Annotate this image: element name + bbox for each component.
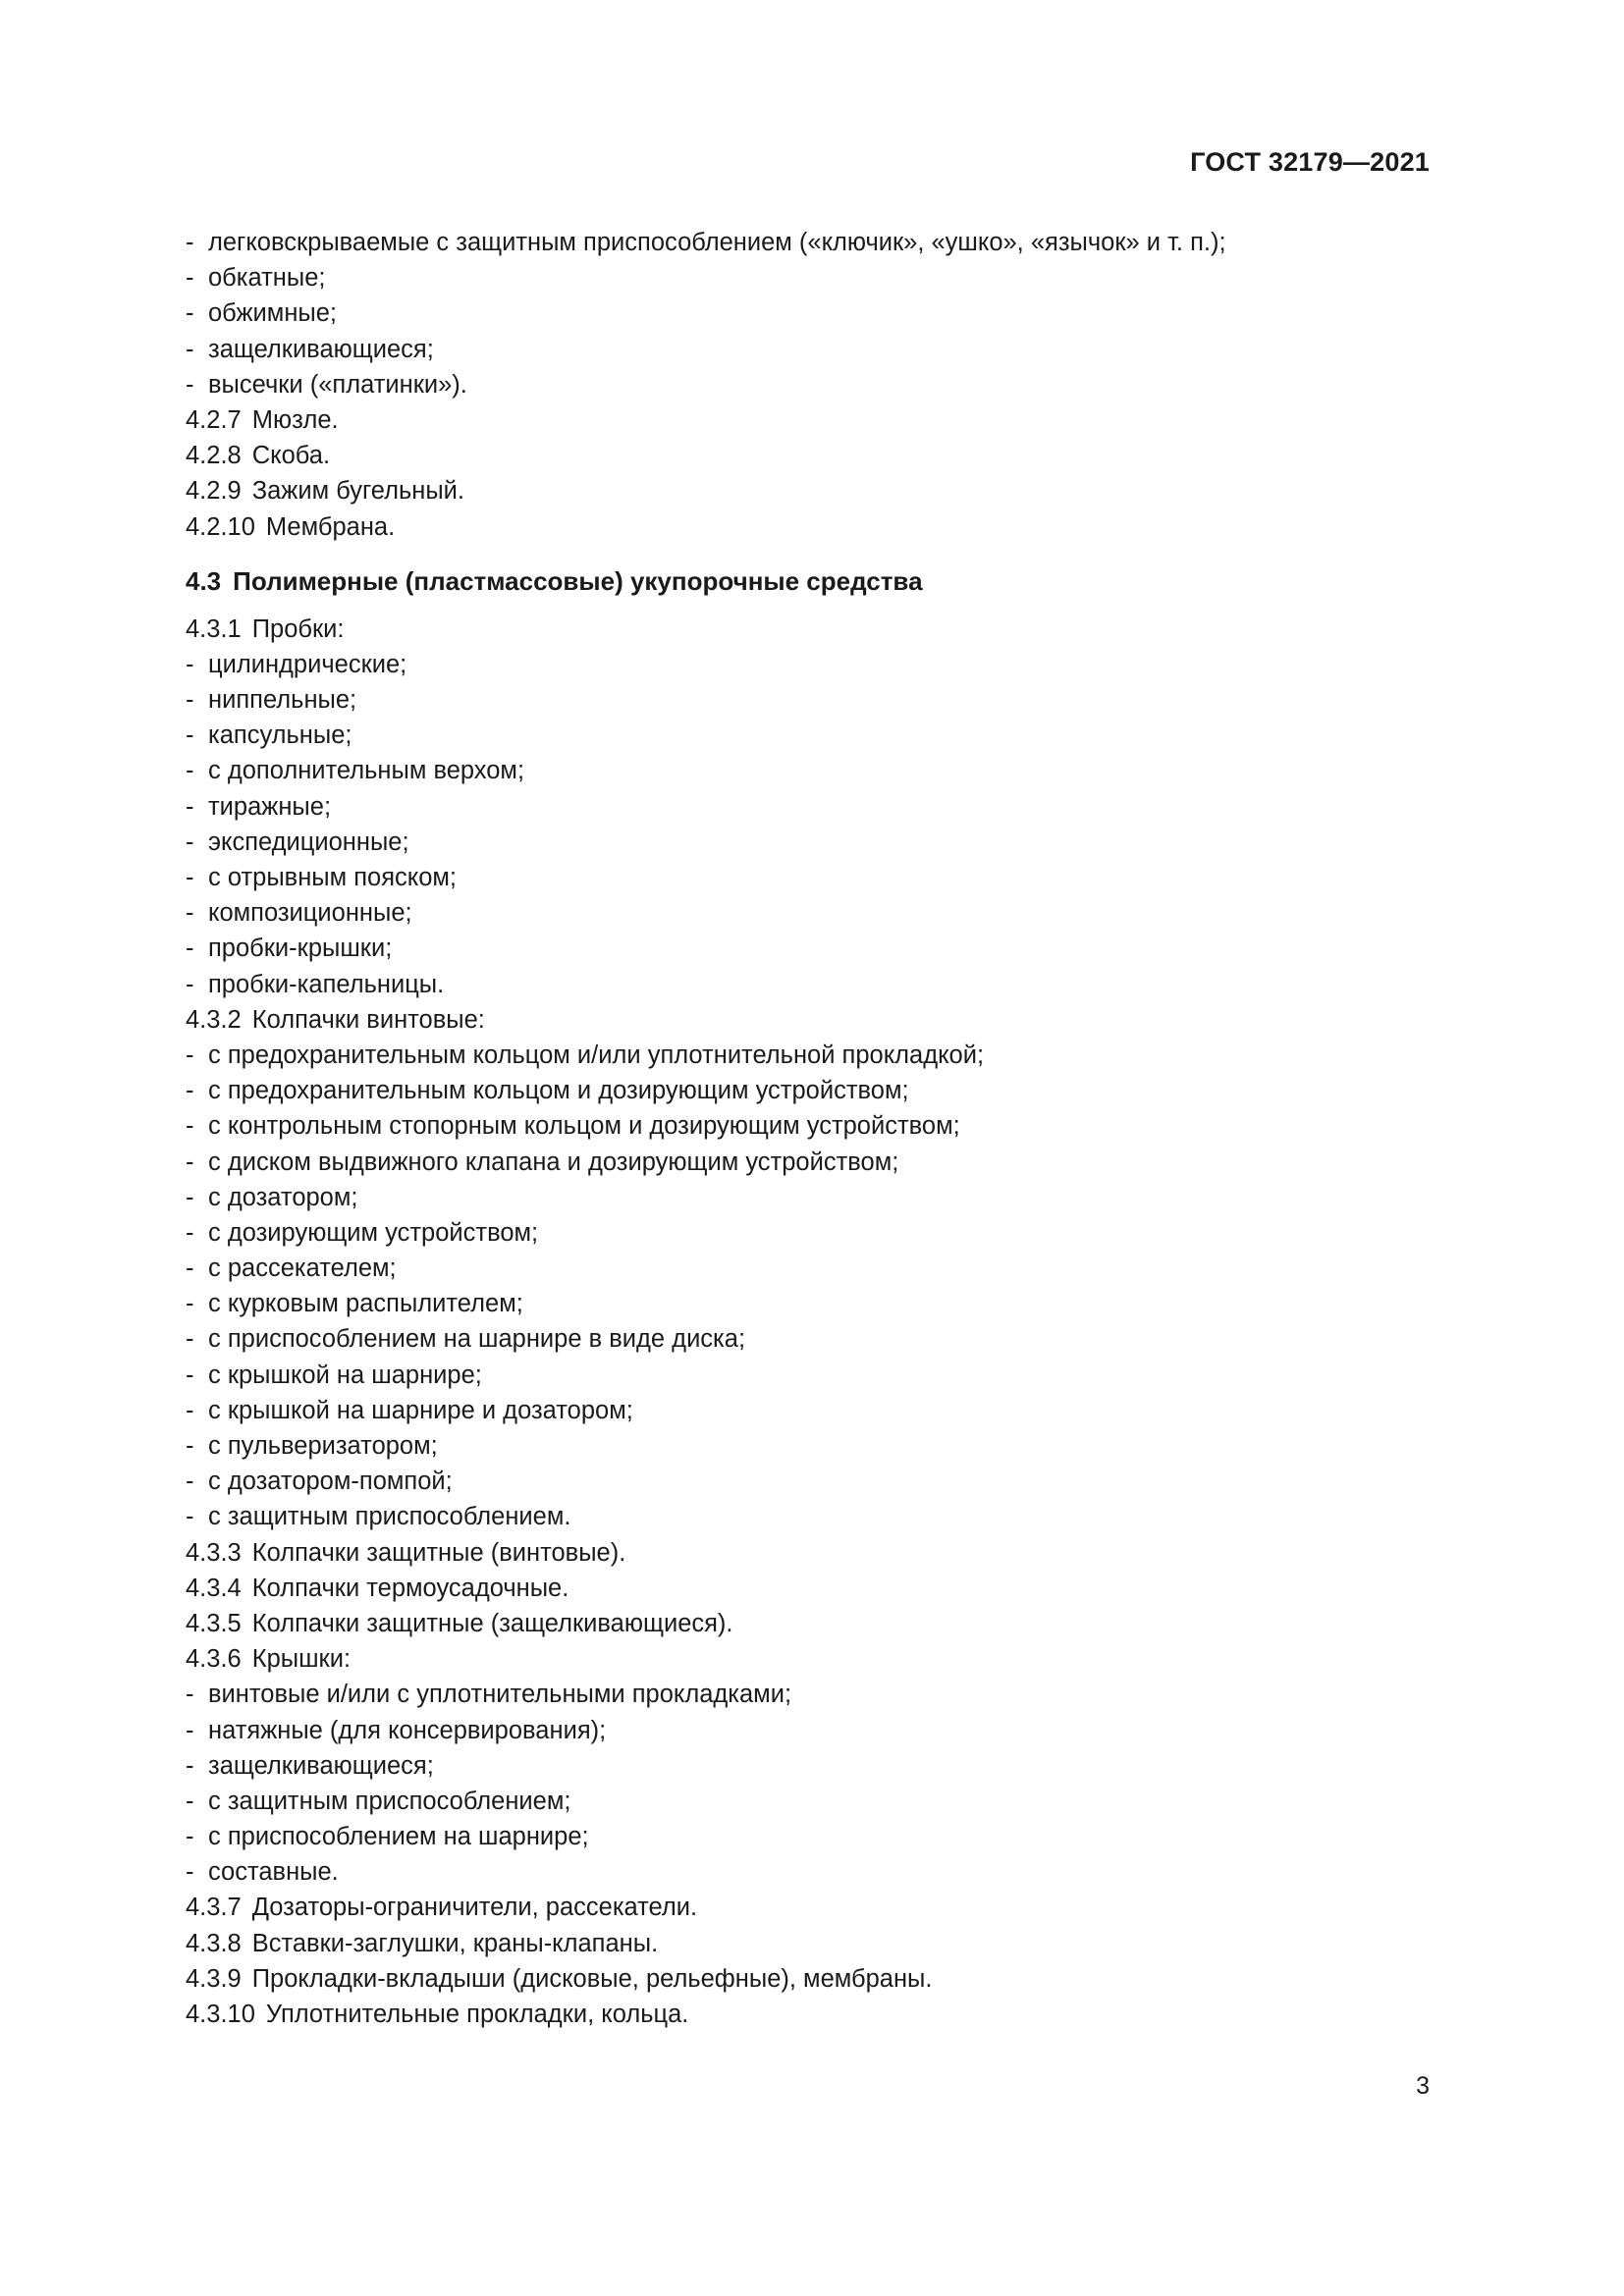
item-text: Уплотнительные прокладки, кольца. [265,2001,689,2028]
list-item [186,825,1442,860]
list-dash: - [186,1255,194,1283]
item-text: с дозирующим устройством; [208,1218,539,1247]
item-text: с отрывным пояском; [208,864,458,891]
list-item [186,718,1442,753]
item-text: Мембрана. [265,512,396,541]
section-number: 4.3 [186,565,222,596]
item-text: Колпачки винтовые: [251,1005,485,1034]
item-text: с предохранительным кольцом и дозирующим устройством; [208,1077,909,1105]
page-number: 3 [1416,2072,1430,2100]
item-text: с защитным приспособлением. [208,1503,571,1531]
list-item [186,1748,1442,1784]
clause-item [186,1961,1442,1997]
list-dash: - [186,1503,194,1531]
item-text: защелкивающиеся; [208,335,434,363]
item-text: Вставки-заглушки, краны-клапаны. [251,1929,659,1957]
list-dash: - [186,1787,194,1815]
list-dash: - [186,1858,194,1887]
item-text: с крышкой на шарнире; [208,1361,482,1389]
section-title: Полимерные (пластмассовые) укупорочные средства [233,565,923,596]
list-item [186,332,1442,367]
clause-number: 4.3.9 [186,1964,242,1993]
item-text: с дозатором-помпой; [208,1468,453,1496]
list-dash: - [186,1681,194,1709]
list-item [186,789,1442,825]
item-text: с курковым распылителем; [208,1290,523,1318]
list-dash: - [186,1077,194,1105]
list-item [186,1428,1442,1464]
list-dash: - [186,1468,194,1496]
list-item [186,1215,1442,1251]
item-text: Мюзле. [251,405,339,434]
item-text: Колпачки защитные (защелкивающиеся). [251,1609,733,1637]
list-dash: - [186,264,194,293]
list-dash: - [186,229,194,256]
item-text: с приспособлением на шарнире в виде диска; [208,1325,746,1354]
list-item [186,1677,1442,1712]
item-text: обкатные; [208,264,326,293]
item-text: с дополнительным верхом; [208,757,525,785]
list-item [186,295,1442,331]
clause-number: 4.3.7 [186,1894,242,1922]
item-text: с пульверизатором; [208,1432,438,1460]
item-text: защелкивающиеся; [208,1751,434,1780]
clause-item [186,612,1442,647]
clause-number: 4.3.4 [186,1574,242,1602]
list-dash: - [186,335,194,363]
list-item [186,225,1442,260]
list-dash: - [186,370,194,399]
list-item [186,1038,1442,1073]
clause-item [186,438,1442,473]
clause-item [186,509,1442,545]
list-dash: - [186,1396,194,1424]
item-text: капсульные; [208,721,352,750]
list-item [186,1108,1442,1144]
list-item [186,753,1442,788]
list-item [186,1713,1442,1748]
item-text: Колпачки термоусадочные. [251,1574,569,1602]
list-item [186,260,1442,295]
clause-number: 4.2.10 [186,512,255,541]
item-text: составные. [208,1858,339,1887]
clause-number: 4.3.6 [186,1645,242,1674]
clause-list-4-3 [186,612,1442,2033]
item-text: с контрольным стопорным кольцом и дозирующим устройством; [208,1112,960,1141]
item-text: Крышки: [251,1645,352,1674]
document-body [186,225,1442,2032]
list-item [186,931,1442,966]
document-header: ГОСТ 32179—2021 [1190,147,1430,177]
item-text: Скоба. [251,442,331,470]
item-text: ниппельные; [208,686,357,715]
item-text: легковскрываемые с защитным приспособлением («ключик», «ушко», «язычок» и т. п.); [208,229,1226,256]
clause-number: 4.2.7 [186,405,242,434]
clause-number: 4.3.5 [186,1609,242,1637]
clause-item [186,1002,1442,1038]
item-text: Колпачки защитные (винтовые). [251,1538,626,1567]
list-item [186,1321,1442,1357]
item-text: высечки («платинки»). [208,370,467,399]
list-dash: - [186,1325,194,1354]
item-text: цилиндрические; [208,650,407,678]
list-item [186,1854,1442,1890]
list-item [186,1464,1442,1499]
list-item [186,1073,1442,1108]
item-text: с предохранительным кольцом и/или уплотнительной прокладкой; [208,1041,985,1069]
list-item [186,647,1442,682]
list-dash: - [186,934,194,963]
clause-number: 4.3.10 [186,2001,255,2028]
clause-number: 4.3.1 [186,614,242,643]
list-dash: - [186,899,194,928]
item-text: с приспособлением на шарнире; [208,1823,589,1851]
clause-item [186,402,1442,438]
clause-item [186,1926,1442,1961]
item-text: Прокладки-вкладыши (дисковые, рельефные), мембраны. [251,1964,933,1993]
item-text: винтовые и/или с уплотнительными прокладками; [208,1681,792,1709]
item-text: пробки-крышки; [208,934,393,963]
item-text: композиционные; [208,899,412,928]
list-dash: - [186,1716,194,1744]
list-dash: - [186,1218,194,1247]
list-dash: - [186,828,194,856]
list-dash: - [186,1823,194,1851]
list-item [186,1499,1442,1534]
list-dash: - [186,1290,194,1318]
clause-item [186,473,1442,508]
clause-item [186,1997,1442,2032]
clause-item [186,1641,1442,1677]
item-text: Пробки: [251,614,345,643]
item-text: натяжные (для консервирования); [208,1716,607,1744]
item-text: Дозаторы-ограничители, рассекатели. [251,1894,698,1922]
list-dash: - [186,1432,194,1460]
list-item [186,860,1442,895]
item-text: пробки-капельницы. [208,970,445,998]
item-text: с дозатором; [208,1183,358,1211]
list-dash: - [186,970,194,998]
clause-item [186,1571,1442,1606]
clause-number: 4.3.8 [186,1929,242,1957]
list-item [186,1393,1442,1428]
item-text: с крышкой на шарнире и дозатором; [208,1396,633,1424]
clause-list-4-2 [186,225,1442,545]
clause-item [186,1890,1442,1925]
list-dash: - [186,299,194,328]
list-dash: - [186,1041,194,1069]
clause-number: 4.3.3 [186,1538,242,1567]
item-text: с защитным приспособлением; [208,1787,571,1815]
list-item [186,1784,1442,1819]
item-text: с рассекателем; [208,1255,397,1283]
item-text: обжимные; [208,299,338,328]
section-heading-4-3 [186,563,1442,599]
list-item [186,1286,1442,1321]
list-dash: - [186,1183,194,1211]
list-dash: - [186,650,194,678]
item-text: Зажим бугельный. [251,477,464,506]
list-item [186,1358,1442,1393]
list-dash: - [186,1112,194,1141]
list-item [186,967,1442,1002]
list-dash: - [186,792,194,821]
clause-number: 4.2.9 [186,477,242,506]
item-text: тиражные; [208,792,332,821]
clause-item [186,1606,1442,1641]
list-dash: - [186,686,194,715]
clause-number: 4.3.2 [186,1005,242,1034]
list-item [186,1251,1442,1286]
list-dash: - [186,757,194,785]
list-dash: - [186,721,194,750]
list-item [186,1145,1442,1180]
list-item [186,367,1442,402]
item-text: экспедиционные; [208,828,409,856]
list-item [186,895,1442,931]
list-dash: - [186,1751,194,1780]
clause-number: 4.2.8 [186,442,242,470]
item-text: с диском выдвижного клапана и дозирующим устройством; [208,1148,899,1176]
clause-item [186,1535,1442,1571]
list-item [186,682,1442,718]
list-item [186,1180,1442,1215]
list-dash: - [186,1148,194,1176]
list-dash: - [186,1361,194,1389]
list-dash: - [186,864,194,891]
list-item [186,1819,1442,1854]
